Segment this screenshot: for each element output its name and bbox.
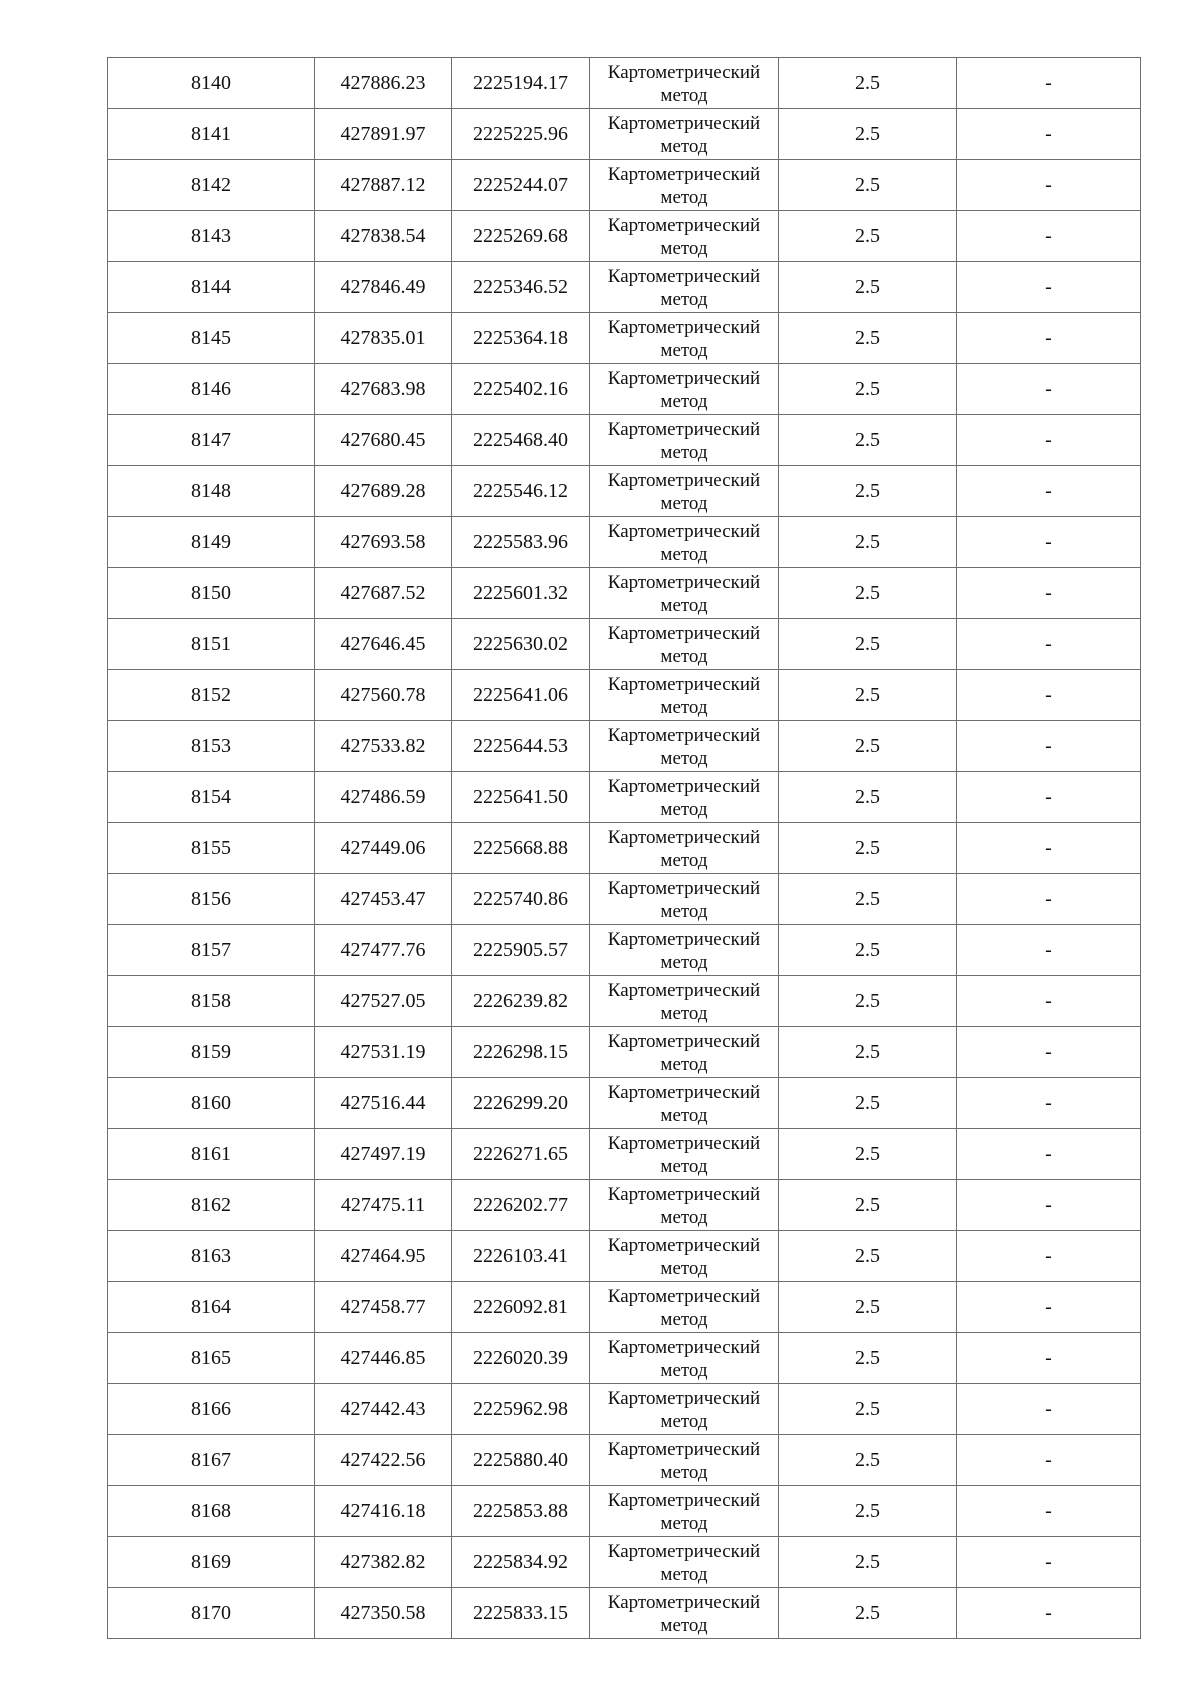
note-cell: - [957, 364, 1141, 415]
method-word-line: метод [660, 543, 708, 565]
y-coordinate-cell: 2226299.20 [452, 1078, 590, 1129]
method-cell [590, 1537, 779, 1588]
method-cell [590, 1384, 779, 1435]
y-coordinate-cell: 2225269.68 [452, 211, 590, 262]
point-number-cell: 8140 [108, 58, 315, 109]
method-name-line: Картометрический [607, 316, 761, 338]
method-name-line: Картометрический [607, 1285, 761, 1307]
note-cell: - [957, 1282, 1141, 1333]
coordinates-table [107, 57, 1141, 1639]
method-cell [590, 211, 779, 262]
method-name-line: Картометрический [607, 571, 761, 593]
accuracy-cell: 2.5 [779, 262, 957, 313]
table-row [108, 874, 1141, 925]
method-word-line: метод [660, 798, 708, 820]
note-cell: - [957, 1027, 1141, 1078]
table-row [108, 1486, 1141, 1537]
point-number-cell: 8143 [108, 211, 315, 262]
note-cell: - [957, 1537, 1141, 1588]
x-coordinate-cell: 427683.98 [315, 364, 452, 415]
table-row [108, 109, 1141, 160]
table-row [108, 466, 1141, 517]
method-name-line: Картометрический [607, 1030, 761, 1052]
y-coordinate-cell: 2225225.96 [452, 109, 590, 160]
accuracy-cell: 2.5 [779, 670, 957, 721]
table-row [108, 1537, 1141, 1588]
point-number-cell: 8141 [108, 109, 315, 160]
method-name-line: Картометрический [607, 520, 761, 542]
method-word-line: метод [660, 900, 708, 922]
x-coordinate-cell: 427689.28 [315, 466, 452, 517]
method-word-line: метод [660, 1563, 708, 1585]
accuracy-cell: 2.5 [779, 1078, 957, 1129]
point-number-cell: 8146 [108, 364, 315, 415]
method-word-line: метод [660, 747, 708, 769]
accuracy-cell: 2.5 [779, 1333, 957, 1384]
note-cell: - [957, 976, 1141, 1027]
method-word-line: метод [660, 1206, 708, 1228]
method-cell [590, 517, 779, 568]
method-name-line: Картометрический [607, 1183, 761, 1205]
coordinates-table-body [108, 58, 1141, 1639]
x-coordinate-cell: 427477.76 [315, 925, 452, 976]
x-coordinate-cell: 427835.01 [315, 313, 452, 364]
x-coordinate-cell: 427464.95 [315, 1231, 452, 1282]
table-row [108, 721, 1141, 772]
method-name-line: Картометрический [607, 469, 761, 491]
point-number-cell: 8156 [108, 874, 315, 925]
method-word-line: метод [660, 1257, 708, 1279]
method-name-line: Картометрический [607, 163, 761, 185]
method-word-line: метод [660, 186, 708, 208]
x-coordinate-cell: 427533.82 [315, 721, 452, 772]
note-cell: - [957, 262, 1141, 313]
y-coordinate-cell: 2225546.12 [452, 466, 590, 517]
method-cell [590, 1435, 779, 1486]
method-cell [590, 772, 779, 823]
method-word-line: метод [660, 1155, 708, 1177]
accuracy-cell: 2.5 [779, 1129, 957, 1180]
table-row [108, 58, 1141, 109]
x-coordinate-cell: 427416.18 [315, 1486, 452, 1537]
note-cell: - [957, 109, 1141, 160]
note-cell: - [957, 160, 1141, 211]
y-coordinate-cell: 2225194.17 [452, 58, 590, 109]
x-coordinate-cell: 427446.85 [315, 1333, 452, 1384]
x-coordinate-cell: 427560.78 [315, 670, 452, 721]
accuracy-cell: 2.5 [779, 1384, 957, 1435]
table-row [108, 670, 1141, 721]
method-name-line: Картометрический [607, 1591, 761, 1613]
note-cell: - [957, 1384, 1141, 1435]
method-cell [590, 160, 779, 211]
point-number-cell: 8169 [108, 1537, 315, 1588]
method-name-line: Картометрический [607, 61, 761, 83]
method-cell [590, 262, 779, 313]
method-cell [590, 976, 779, 1027]
table-row [108, 364, 1141, 415]
note-cell: - [957, 1078, 1141, 1129]
y-coordinate-cell: 2225834.92 [452, 1537, 590, 1588]
note-cell: - [957, 1486, 1141, 1537]
x-coordinate-cell: 427475.11 [315, 1180, 452, 1231]
y-coordinate-cell: 2225853.88 [452, 1486, 590, 1537]
method-name-line: Картометрический [607, 1438, 761, 1460]
method-word-line: метод [660, 849, 708, 871]
method-name-line: Картометрический [607, 673, 761, 695]
method-word-line: метод [660, 1053, 708, 1075]
y-coordinate-cell: 2225905.57 [452, 925, 590, 976]
method-cell [590, 1333, 779, 1384]
table-row [108, 1384, 1141, 1435]
method-word-line: метод [660, 1410, 708, 1432]
accuracy-cell: 2.5 [779, 109, 957, 160]
accuracy-cell: 2.5 [779, 313, 957, 364]
method-word-line: метод [660, 492, 708, 514]
x-coordinate-cell: 427527.05 [315, 976, 452, 1027]
method-word-line: метод [660, 1512, 708, 1534]
method-name-line: Картометрический [607, 1387, 761, 1409]
table-row [108, 1333, 1141, 1384]
accuracy-cell: 2.5 [779, 925, 957, 976]
method-cell [590, 313, 779, 364]
method-word-line: метод [660, 951, 708, 973]
point-number-cell: 8155 [108, 823, 315, 874]
accuracy-cell: 2.5 [779, 1537, 957, 1588]
x-coordinate-cell: 427646.45 [315, 619, 452, 670]
method-word-line: метод [660, 390, 708, 412]
accuracy-cell: 2.5 [779, 58, 957, 109]
method-name-line: Картометрический [607, 979, 761, 1001]
x-coordinate-cell: 427486.59 [315, 772, 452, 823]
method-word-line: метод [660, 1308, 708, 1330]
x-coordinate-cell: 427449.06 [315, 823, 452, 874]
accuracy-cell: 2.5 [779, 1282, 957, 1333]
table-row [108, 1027, 1141, 1078]
x-coordinate-cell: 427458.77 [315, 1282, 452, 1333]
point-number-cell: 8142 [108, 160, 315, 211]
y-coordinate-cell: 2225402.16 [452, 364, 590, 415]
method-cell [590, 1282, 779, 1333]
x-coordinate-cell: 427382.82 [315, 1537, 452, 1588]
note-cell: - [957, 925, 1141, 976]
method-cell [590, 1180, 779, 1231]
point-number-cell: 8157 [108, 925, 315, 976]
y-coordinate-cell: 2225346.52 [452, 262, 590, 313]
y-coordinate-cell: 2226092.81 [452, 1282, 590, 1333]
method-word-line: метод [660, 84, 708, 106]
method-word-line: метод [660, 1359, 708, 1381]
accuracy-cell: 2.5 [779, 415, 957, 466]
point-number-cell: 8154 [108, 772, 315, 823]
point-number-cell: 8145 [108, 313, 315, 364]
table-row [108, 925, 1141, 976]
table-row [108, 1588, 1141, 1639]
y-coordinate-cell: 2226239.82 [452, 976, 590, 1027]
accuracy-cell: 2.5 [779, 160, 957, 211]
x-coordinate-cell: 427687.52 [315, 568, 452, 619]
table-row [108, 772, 1141, 823]
method-word-line: метод [660, 441, 708, 463]
accuracy-cell: 2.5 [779, 364, 957, 415]
accuracy-cell: 2.5 [779, 619, 957, 670]
accuracy-cell: 2.5 [779, 1027, 957, 1078]
method-name-line: Картометрический [607, 265, 761, 287]
method-name-line: Картометрический [607, 826, 761, 848]
table-row [108, 1282, 1141, 1333]
method-cell [590, 364, 779, 415]
point-number-cell: 8151 [108, 619, 315, 670]
y-coordinate-cell: 2225630.02 [452, 619, 590, 670]
accuracy-cell: 2.5 [779, 568, 957, 619]
note-cell: - [957, 466, 1141, 517]
method-word-line: метод [660, 1104, 708, 1126]
method-cell [590, 874, 779, 925]
point-number-cell: 8167 [108, 1435, 315, 1486]
method-cell [590, 568, 779, 619]
y-coordinate-cell: 2226202.77 [452, 1180, 590, 1231]
x-coordinate-cell: 427453.47 [315, 874, 452, 925]
table-row [108, 823, 1141, 874]
method-cell [590, 1078, 779, 1129]
x-coordinate-cell: 427350.58 [315, 1588, 452, 1639]
method-cell [590, 1486, 779, 1537]
method-name-line: Картометрический [607, 877, 761, 899]
method-word-line: метод [660, 1461, 708, 1483]
method-name-line: Картометрический [607, 367, 761, 389]
y-coordinate-cell: 2225962.98 [452, 1384, 590, 1435]
table-row [108, 211, 1141, 262]
y-coordinate-cell: 2225833.15 [452, 1588, 590, 1639]
x-coordinate-cell: 427516.44 [315, 1078, 452, 1129]
point-number-cell: 8152 [108, 670, 315, 721]
accuracy-cell: 2.5 [779, 976, 957, 1027]
note-cell: - [957, 1588, 1141, 1639]
table-row [108, 619, 1141, 670]
method-name-line: Картометрический [607, 1132, 761, 1154]
method-cell [590, 109, 779, 160]
point-number-cell: 8163 [108, 1231, 315, 1282]
note-cell: - [957, 58, 1141, 109]
note-cell: - [957, 313, 1141, 364]
method-cell [590, 925, 779, 976]
method-name-line: Картометрический [607, 1081, 761, 1103]
y-coordinate-cell: 2225880.40 [452, 1435, 590, 1486]
method-name-line: Картометрический [607, 112, 761, 134]
point-number-cell: 8150 [108, 568, 315, 619]
table-row [108, 1180, 1141, 1231]
x-coordinate-cell: 427846.49 [315, 262, 452, 313]
method-cell [590, 670, 779, 721]
accuracy-cell: 2.5 [779, 1180, 957, 1231]
method-cell [590, 415, 779, 466]
y-coordinate-cell: 2226298.15 [452, 1027, 590, 1078]
method-word-line: метод [660, 135, 708, 157]
point-number-cell: 8158 [108, 976, 315, 1027]
method-cell [590, 58, 779, 109]
note-cell: - [957, 1435, 1141, 1486]
method-name-line: Картометрический [607, 775, 761, 797]
note-cell: - [957, 211, 1141, 262]
note-cell: - [957, 1180, 1141, 1231]
note-cell: - [957, 1333, 1141, 1384]
accuracy-cell: 2.5 [779, 1231, 957, 1282]
point-number-cell: 8166 [108, 1384, 315, 1435]
y-coordinate-cell: 2225601.32 [452, 568, 590, 619]
method-cell [590, 721, 779, 772]
table-row [108, 976, 1141, 1027]
method-cell [590, 1231, 779, 1282]
point-number-cell: 8161 [108, 1129, 315, 1180]
method-name-line: Картометрический [607, 1336, 761, 1358]
method-word-line: метод [660, 696, 708, 718]
note-cell: - [957, 1231, 1141, 1282]
x-coordinate-cell: 427886.23 [315, 58, 452, 109]
table-row [108, 1129, 1141, 1180]
note-cell: - [957, 1129, 1141, 1180]
method-cell [590, 466, 779, 517]
note-cell: - [957, 823, 1141, 874]
table-row [108, 568, 1141, 619]
x-coordinate-cell: 427422.56 [315, 1435, 452, 1486]
table-row [108, 160, 1141, 211]
point-number-cell: 8164 [108, 1282, 315, 1333]
point-number-cell: 8144 [108, 262, 315, 313]
point-number-cell: 8162 [108, 1180, 315, 1231]
point-number-cell: 8153 [108, 721, 315, 772]
method-cell [590, 1588, 779, 1639]
table-row [108, 517, 1141, 568]
y-coordinate-cell: 2225244.07 [452, 160, 590, 211]
note-cell: - [957, 772, 1141, 823]
point-number-cell: 8147 [108, 415, 315, 466]
accuracy-cell: 2.5 [779, 1435, 957, 1486]
y-coordinate-cell: 2225583.96 [452, 517, 590, 568]
y-coordinate-cell: 2225641.50 [452, 772, 590, 823]
note-cell: - [957, 721, 1141, 772]
accuracy-cell: 2.5 [779, 1588, 957, 1639]
note-cell: - [957, 568, 1141, 619]
method-cell [590, 1129, 779, 1180]
y-coordinate-cell: 2225364.18 [452, 313, 590, 364]
y-coordinate-cell: 2225641.06 [452, 670, 590, 721]
accuracy-cell: 2.5 [779, 517, 957, 568]
method-name-line: Картометрический [607, 1540, 761, 1562]
table-row [108, 415, 1141, 466]
method-name-line: Картометрический [607, 214, 761, 236]
method-name-line: Картометрический [607, 418, 761, 440]
x-coordinate-cell: 427887.12 [315, 160, 452, 211]
table-row [108, 1435, 1141, 1486]
point-number-cell: 8159 [108, 1027, 315, 1078]
note-cell: - [957, 619, 1141, 670]
x-coordinate-cell: 427531.19 [315, 1027, 452, 1078]
point-number-cell: 8165 [108, 1333, 315, 1384]
accuracy-cell: 2.5 [779, 823, 957, 874]
y-coordinate-cell: 2225644.53 [452, 721, 590, 772]
x-coordinate-cell: 427442.43 [315, 1384, 452, 1435]
method-word-line: метод [660, 237, 708, 259]
table-row [108, 1231, 1141, 1282]
point-number-cell: 8148 [108, 466, 315, 517]
accuracy-cell: 2.5 [779, 721, 957, 772]
accuracy-cell: 2.5 [779, 772, 957, 823]
y-coordinate-cell: 2225668.88 [452, 823, 590, 874]
method-word-line: метод [660, 339, 708, 361]
method-word-line: метод [660, 594, 708, 616]
accuracy-cell: 2.5 [779, 874, 957, 925]
method-word-line: метод [660, 1614, 708, 1636]
x-coordinate-cell: 427497.19 [315, 1129, 452, 1180]
accuracy-cell: 2.5 [779, 466, 957, 517]
note-cell: - [957, 874, 1141, 925]
x-coordinate-cell: 427891.97 [315, 109, 452, 160]
note-cell: - [957, 415, 1141, 466]
method-name-line: Картометрический [607, 928, 761, 950]
method-cell [590, 619, 779, 670]
method-cell [590, 823, 779, 874]
y-coordinate-cell: 2226271.65 [452, 1129, 590, 1180]
accuracy-cell: 2.5 [779, 211, 957, 262]
y-coordinate-cell: 2226103.41 [452, 1231, 590, 1282]
x-coordinate-cell: 427680.45 [315, 415, 452, 466]
y-coordinate-cell: 2225468.40 [452, 415, 590, 466]
x-coordinate-cell: 427693.58 [315, 517, 452, 568]
point-number-cell: 8149 [108, 517, 315, 568]
method-name-line: Картометрический [607, 724, 761, 746]
method-word-line: метод [660, 288, 708, 310]
method-word-line: метод [660, 645, 708, 667]
method-cell [590, 1027, 779, 1078]
method-name-line: Картометрический [607, 1234, 761, 1256]
y-coordinate-cell: 2225740.86 [452, 874, 590, 925]
table-row [108, 1078, 1141, 1129]
note-cell: - [957, 517, 1141, 568]
note-cell: - [957, 670, 1141, 721]
table-row [108, 313, 1141, 364]
y-coordinate-cell: 2226020.39 [452, 1333, 590, 1384]
point-number-cell: 8168 [108, 1486, 315, 1537]
table-row [108, 262, 1141, 313]
method-name-line: Картометрический [607, 1489, 761, 1511]
point-number-cell: 8170 [108, 1588, 315, 1639]
method-word-line: метод [660, 1002, 708, 1024]
method-name-line: Картометрический [607, 622, 761, 644]
accuracy-cell: 2.5 [779, 1486, 957, 1537]
point-number-cell: 8160 [108, 1078, 315, 1129]
x-coordinate-cell: 427838.54 [315, 211, 452, 262]
